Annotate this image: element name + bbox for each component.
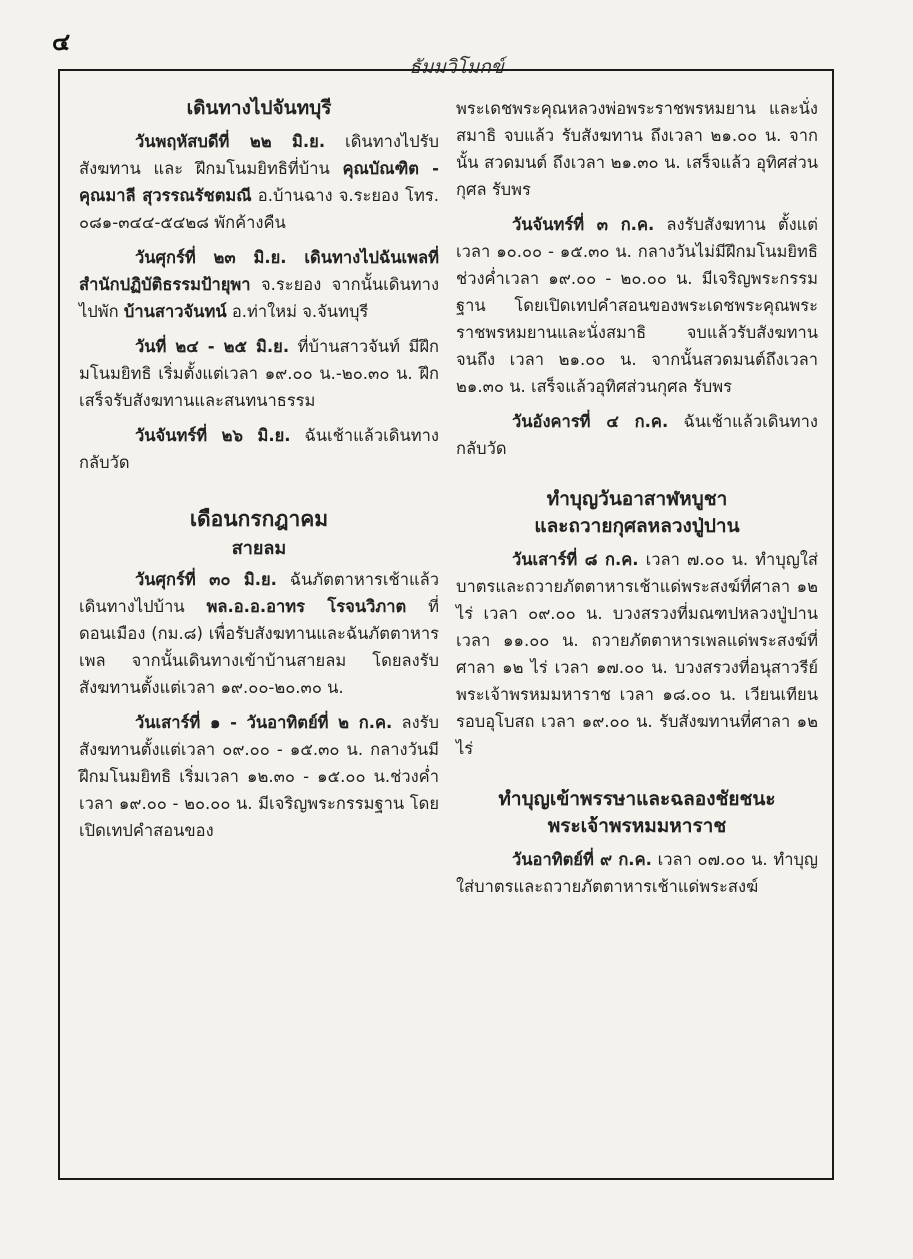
paragraph-text: เวลา ๐๗.๐๐ น. ทำบุญใส่บาตรและถวายภัตตาหารเช้าแด่พระสงฆ์ — [456, 850, 818, 896]
heading-lent: ทำบุญเข้าพรรษาและฉลองชัยชนะ — [498, 788, 776, 810]
paragraph-text: จ.ระยอง จากนั้นเดินทางไปพัก — [79, 275, 439, 321]
paragraph-text: ฉันภัตตาหารเช้าแล้ว เดินทางไปบ้าน — [79, 570, 439, 616]
date-label: วันพฤหัสบดีที่ ๒๒ มิ.ย. — [135, 132, 326, 151]
date-label: วันจันทร์ที่ ๒๖ มิ.ย. — [135, 426, 291, 445]
paragraph-text: ฉันเช้าแล้วเดินทางกลับวัด — [456, 412, 818, 458]
paragraph-jun30 — [79, 566, 439, 701]
date-label: วันอาทิตย์ที่ ๙ ก.ค. — [512, 850, 652, 869]
date-label: วันเสาร์ที่ ๘ ก.ค. — [512, 550, 639, 569]
heading-chanthaburi: เดินทางไปจันทบุรี — [186, 97, 332, 119]
subheading-sailom: สายลม — [231, 538, 287, 559]
paragraph-jul8 — [456, 546, 818, 762]
paragraph-continued: พระเดชพระคุณหลวงพ่อพระราชพรหมยาน และนั่งสมาธิ จบแล้ว รับสังฆทาน ถึงเวลา ๒๑.๐๐ น. จากนั้น สวดมนต์ ถึงเวลา ๒๑.๓๐ น. เสร็จแล้ว อุทิศส่วนกุศล รับพร — [456, 99, 818, 199]
heading-asalha: ทำบุญวันอาสาฬหบูชา — [546, 488, 728, 510]
paragraph-text: ที่บ้านสาวจันท์ มีฝึกมโนมยิทธิ เริ่มตั้งแต่เวลา ๑๙.๐๐ น.-๒๐.๓๐ น. ฝึกเสร็จรับสังฆทานและสนทนาธรรม — [79, 337, 439, 410]
running-title: ธัมมวิโมกข์ — [409, 56, 504, 78]
page-number: ๔ — [52, 28, 71, 56]
paragraph-text: ลงรับสังฆทานตั้งแต่เวลา ๐๙.๐๐ - ๑๕.๓๐ น. กลางวันมีฝึกมโนมยิทธิ เริ่มเวลา ๑๒.๓๐ - ๑๕.๐๐ น.ช่วงค่ำ เวลา ๑๙.๐๐ - ๒๐.๐๐ น. มีเจริญพระกรรมฐาน โดยเปิดเทปคำสอนของ — [79, 713, 440, 840]
heading-asalha-2: และถวายกุศลหลวงปู่ปาน — [534, 515, 740, 537]
content-frame — [58, 69, 834, 1180]
host-name: คุณบัณฑิต - คุณมาลี สุวรรณรัชตมณี — [79, 159, 439, 205]
paragraph-jul9 — [456, 846, 818, 900]
month-heading: เดือนกรกฎาคม — [189, 507, 329, 531]
paragraph-jun22 — [79, 128, 439, 236]
paragraph-jul3 — [456, 211, 818, 400]
paragraph-text: ลงรับสังฆทาน ตั้งแต่เวลา ๑๐.๐๐ - ๑๕.๓๐ น. กลางวันไม่มีฝึกมโนมยิทธิ ช่วงค่ำเวลา ๑๙.๐๐ - ๒๐.๐๐ น. มีเจริญพระกรรมฐาน โดยเปิดเทปคำสอนของพระเดชพระคุณพระราชพรหมยานและนั่งสมาธิ จบแล้วรับสังฆทานจนถึง เวลา ๒๑.๐๐ น. จากนั้นสวดมนต์ถึงเวลา ๒๑.๓๐ น. เสร็จแล้วอุทิศส่วนกุศล รับพร — [456, 215, 818, 396]
date-label: วันอังคารที่ ๔ ก.ค. — [512, 412, 669, 431]
paragraph-text: เดินทางไปรับสังฆทาน และ ฝึกมโนมยิทธิที่บ้าน — [79, 132, 439, 178]
place-name: บ้านสาวจันทน์ — [123, 302, 227, 321]
paragraph-jun23 — [79, 244, 439, 325]
paragraph-text: ที่ดอนเมือง (กม.๘) เพื่อรับสังฆทานและฉันภัตตาหารเพล จากนั้นเดินทางเข้าบ้านสายลม โดยลงรับสังฆทานตั้งแต่เวลา ๑๙.๐๐-๒๐.๓๐ น. — [79, 597, 439, 697]
paragraph-text: เวลา ๗.๐๐ น. ทำบุญใส่บาตรและถวายภัตตาหารเช้าแด่พระสงฆ์ที่ศาลา ๑๒ ไร่ เวลา ๐๙.๐๐ น. บวงสรวงที่มณฑปหลวงปู่ปาน เวลา ๑๑.๐๐ น. ถวายภัตตาหารเพลแด่พระสงฆ์ที่ศาลา ๑๒ ไร่ เวลา ๑๗.๐๐ น. บวงสรวงที่อนุสาวรีย์พระเจ้าพรหมมหาราช เวลา ๑๘.๐๐ น. เวียนเทียนรอบอุโบสถ เวลา ๑๙.๐๐ น. รับสังฆทานที่ศาลา ๑๒ ไร่ — [456, 550, 818, 758]
paragraph-jul4 — [456, 408, 818, 462]
host-name: พล.อ.อ.อาทร โรจนวิภาต — [206, 597, 407, 616]
paragraph-jun24-25 — [79, 333, 439, 414]
date-label: วันเสาร์ที่ ๑ - วันอาทิตย์ที่ ๒ ก.ค. — [135, 713, 393, 732]
date-label: วันจันทร์ที่ ๓ ก.ค. — [512, 215, 655, 234]
date-label: วันศุกร์ที่ ๒๓ มิ.ย. เดินทางไปฉันเพลที่สำนักปฏิบัติธรรมป้ายุพา — [79, 248, 439, 294]
paragraph-jun26 — [79, 422, 439, 476]
paragraph-text: อ.บ้านฉาง จ.ระยอง โทร. ๐๘๑-๓๔๔-๕๔๒๘ พักค้างคืน — [79, 186, 439, 232]
right-column — [456, 95, 818, 908]
date-label: วันที่ ๒๔ - ๒๕ มิ.ย. — [135, 337, 290, 356]
left-column — [79, 95, 439, 852]
paragraph-text: ฉันเช้าแล้วเดินทางกลับวัด — [79, 426, 439, 472]
heading-lent-2: พระเจ้าพรหมมหาราช — [547, 815, 727, 837]
date-label: วันศุกร์ที่ ๓๐ มิ.ย. — [135, 570, 277, 589]
paragraph-jul1-2 — [79, 709, 439, 844]
paragraph-text: อ.ท่าใหม่ จ.จันทบุรี — [226, 302, 369, 321]
